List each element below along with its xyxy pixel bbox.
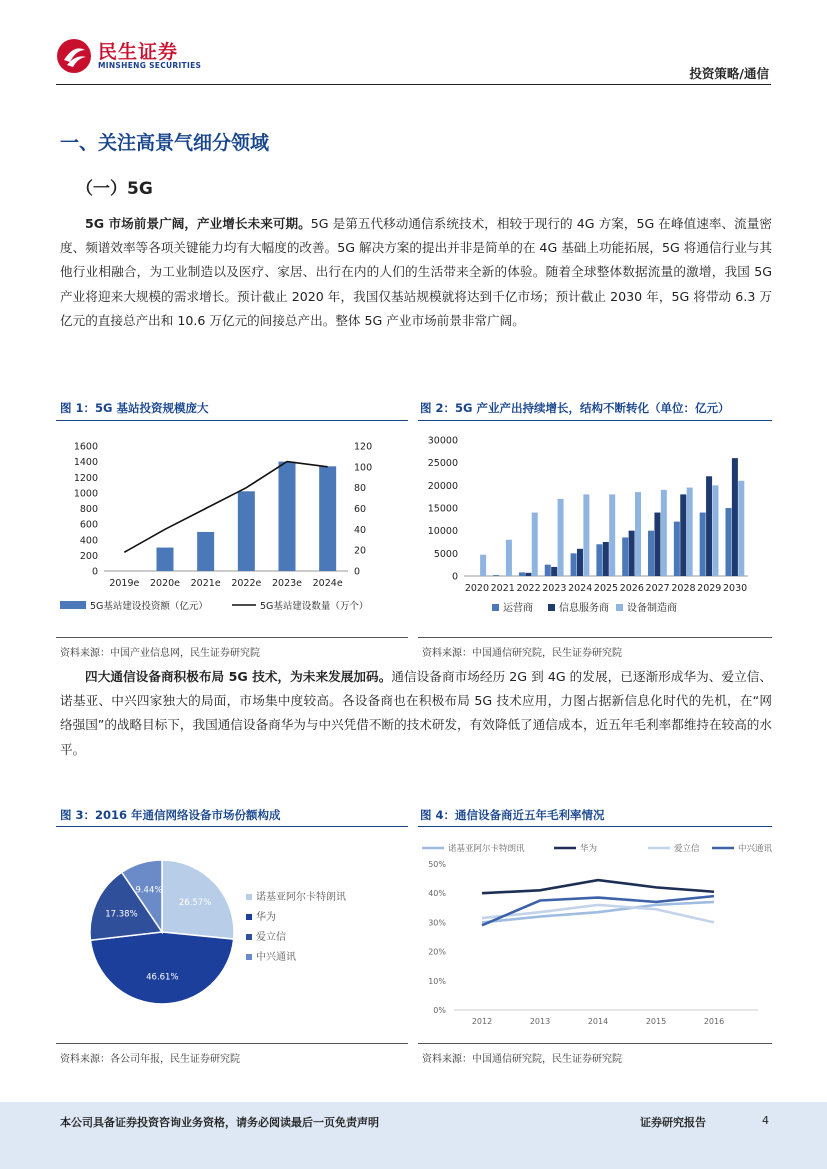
bar-equipment [738,481,744,576]
x-tick-label: 2023 [542,583,567,594]
legend-label: 5G基站建设数量（万个） [260,601,369,612]
paragraph-5g-market [60,212,772,333]
y-left-tick-label: 200 [79,550,98,562]
bar-operator [622,537,628,576]
paragraph-equipment-vendors [60,665,772,762]
paragraph-lead: 5G 市场前景广阔，产业增长未来可期。 [85,216,311,231]
x-tick-label: 2030 [722,583,748,594]
legend-label: 爱立信 [256,932,286,943]
figure-2-chart [418,428,772,624]
figure-3-title: 图 3：2016 年通信网络设备市场份额构成 [60,808,281,822]
figure-2-source: 资料来源：中国通信研究院，民生证券研究院 [422,648,622,659]
bar-investment [319,466,336,571]
legend-label: 诺基亚阿尔卡特朗讯 [256,892,346,903]
legend-label: 运营商 [503,603,533,614]
figure-2-title: 图 2：5G 产业产出持续增长，结构不断转化（单位：亿元） [420,401,730,415]
x-tick-label: 2029 [697,583,722,594]
pie-slice-label: 9.44% [135,885,163,896]
y-tick-label: 0% [433,1006,446,1015]
x-tick-label: 2015 [645,1017,667,1026]
bar-info-service [551,567,557,576]
y-left-tick-label: 1600 [73,441,98,453]
y-tick-label: 20% [428,947,446,957]
bar-equipment [687,488,693,576]
y-tick-label: 20000 [427,480,458,492]
x-tick-label: 2013 [529,1017,551,1026]
line-zte [482,896,714,925]
legend-swatch [246,914,252,920]
bar-operator [674,522,680,576]
legend-swatch-bar [60,601,86,609]
x-tick-label: 2012 [471,1017,493,1026]
bar-equipment [712,485,718,576]
x-tick-label: 2021e [190,578,221,589]
legend-label: 爱立信 [674,844,700,854]
bar-operator [519,572,525,576]
y-right-tick-label: 0 [354,566,361,578]
bar-equipment [558,499,564,576]
x-tick-label: 2022e [231,578,262,589]
legend-label: 诺基亚阿尔卡特朗讯 [448,844,525,854]
legend-swatch [246,954,252,960]
figure-4-bottom-rule [418,1043,772,1044]
bar-equipment [480,555,486,576]
y-left-tick-label: 1200 [73,472,98,484]
figure-4-rule [418,826,772,827]
y-right-tick-label: 100 [354,462,373,474]
y-right-tick-label: 20 [354,545,367,557]
bar-investment [157,548,174,571]
x-tick-label: 2024e [312,578,343,589]
figure-3-rule [56,826,408,827]
footer-disclaimer: 本公司具备证券投资咨询业务资格，请务必阅读最后一页免责声明 [60,1116,379,1129]
logo-en-text: MINSHENG SECURITIES [98,61,202,70]
bar-equipment [532,513,538,576]
paragraph-body: 通信设备商市场经历 2G 到 4G 的发展，已逐渐形成华为、爱立信、诺基亚、中兴四家独大的局面，市场集中度较高。各设备商也在积极布局 5G 技术应用，力图占据新信息化时代的先机，在“网络强国”的战略目标下，我国通信设备商华为与中兴凭借不断的技术研发，有效降低了通信成本，近五年毛利率都维持在较高的水平。 [60,669,772,757]
figure-1-chart [56,428,408,624]
bar-operator [545,565,551,576]
y-tick-label: 25000 [427,458,458,470]
line-station-count [124,462,327,553]
y-right-tick-label: 120 [354,441,373,453]
y-tick-label: 30000 [427,435,458,447]
x-tick-label: 2023e [271,578,303,589]
figure-1-rule [56,420,408,421]
legend-swatch [492,604,499,611]
figure-4-source: 资料来源：中国通信研究院，民生证券研究院 [422,1054,622,1065]
bar-operator [571,553,577,576]
legend-label: 中兴通讯 [256,952,296,963]
figure-2-bottom-rule [418,637,772,638]
x-tick-label: 2022 [516,583,541,594]
legend-label: 设备制造商 [627,603,677,614]
bar-operator [493,575,499,576]
pie-slice-label: 26.57% [178,898,212,909]
x-tick-label: 2020e [149,578,181,589]
bar-info-service [525,573,531,576]
line-huawei [482,880,714,893]
bar-investment [279,462,296,571]
y-tick-label: 15000 [427,503,458,515]
y-left-tick-label: 1000 [73,488,98,500]
section-heading: 一、关注高景气细分领域 [60,132,270,154]
x-tick-label: 2025 [593,583,619,594]
x-tick-label: 2014 [587,1017,609,1026]
bar-operator [725,508,731,576]
y-tick-label: 0 [451,571,458,583]
header-divider [56,84,771,85]
y-left-tick-label: 600 [79,519,98,531]
x-tick-label: 2024 [568,583,593,594]
bar-operator [596,544,602,576]
bar-info-service [706,476,712,576]
y-right-tick-label: 80 [354,483,367,495]
figure-1-title: 图 1：5G 基站投资规模庞大 [60,401,209,415]
y-left-tick-label: 400 [79,535,98,547]
footer-report-type: 证券研究报告 [640,1116,706,1129]
y-tick-label: 50% [428,860,446,869]
y-tick-label: 30% [428,918,446,928]
logo-cn-text: 民生证券 [98,41,179,63]
bar-info-service [603,542,609,576]
bar-equipment [609,494,615,576]
bar-info-service [732,458,738,576]
figure-1-source: 资料来源：中国产业信息网，民生证券研究院 [60,648,260,659]
bar-equipment [583,494,589,576]
bar-operator [648,531,654,576]
legend-swatch [548,604,555,611]
bar-info-service [577,549,583,576]
figure-4-title: 图 4：通信设备商近五年毛利率情况 [420,808,605,822]
bar-operator [700,513,706,576]
x-tick-label: 2019e [109,578,140,589]
company-logo [56,34,216,78]
figure-3-source: 资料来源：各公司年报，民生证券研究院 [60,1054,240,1065]
pie-slice-label: 46.61% [146,972,179,983]
legend-swatch [616,604,623,611]
bar-investment [238,491,255,571]
paragraph-body: 5G 是第五代移动通信系统技术，相较于现行的 4G 方案，5G 在峰值速率、流量密度、频谱效率等各项关键能力均有大幅度的改善。5G 解决方案的提出并非是简单的在 4G 基础上功能拓展，5G 将通信行业与其他行业相融合，为工业制造以及医疗、家居、出行在内的人们的生活带来全新的体验。随着全球整体数据流量的激增，我国 5G 产业将迎来大规模的需求增长。预计截止 2020 年，我国仅基站规模就将达到千亿市场；预计截止 2030 年，5G 将带动 6.3 万亿元的直接总产出和 10.6 万亿元的间接总产出。整体 5G 产业市场前景非常广阔。 [60,216,773,328]
y-left-tick-label: 0 [91,566,98,578]
legend-label: 华为 [580,844,598,854]
figure-2-rule [418,420,772,421]
y-right-tick-label: 40 [354,524,367,536]
legend-label: 5G基站建设投资额（亿元） [90,601,208,612]
y-tick-label: 40% [428,889,446,899]
page-number: 4 [762,1114,769,1127]
bar-info-service [654,513,660,576]
x-tick-label: 2027 [645,583,670,594]
minsheng-logo-icon [56,38,92,74]
bar-info-service [629,531,635,576]
legend-swatch [246,894,252,900]
legend-label: 华为 [256,912,276,923]
figure-3-chart [56,834,408,1034]
figure-3-bottom-rule [56,1043,408,1044]
x-tick-label: 2020 [464,583,490,594]
bar-info-service [680,494,686,576]
x-tick-label: 2016 [703,1017,725,1026]
footer-bar [0,1102,827,1169]
legend-label: 信息服务商 [559,603,609,614]
paragraph-lead: 四大通信设备商积极布局 5G 技术，为未来发展加码。 [85,669,392,684]
bar-investment [197,532,214,571]
legend-swatch [246,934,252,940]
y-right-tick-label: 60 [354,504,367,515]
pie-slice [90,932,233,1004]
x-tick-label: 2028 [671,583,696,594]
y-left-tick-label: 1400 [73,457,98,469]
subsection-heading: （一）5G [76,179,153,199]
bar-equipment [506,540,512,576]
bar-equipment [635,492,641,576]
x-tick-label: 2026 [619,583,644,594]
y-tick-label: 10000 [427,526,458,538]
pie-slice-label: 17.38% [105,909,138,920]
y-tick-label: 10% [428,976,446,986]
report-category: 投资策略/通信 [689,66,769,81]
legend-label: 中兴通讯 [738,844,772,854]
figure-4-chart [418,834,772,1034]
figure-1-bottom-rule [56,637,408,638]
y-left-tick-label: 800 [79,504,98,515]
y-tick-label: 5000 [433,548,458,560]
bar-equipment [661,490,667,576]
x-tick-label: 2021 [490,583,515,594]
